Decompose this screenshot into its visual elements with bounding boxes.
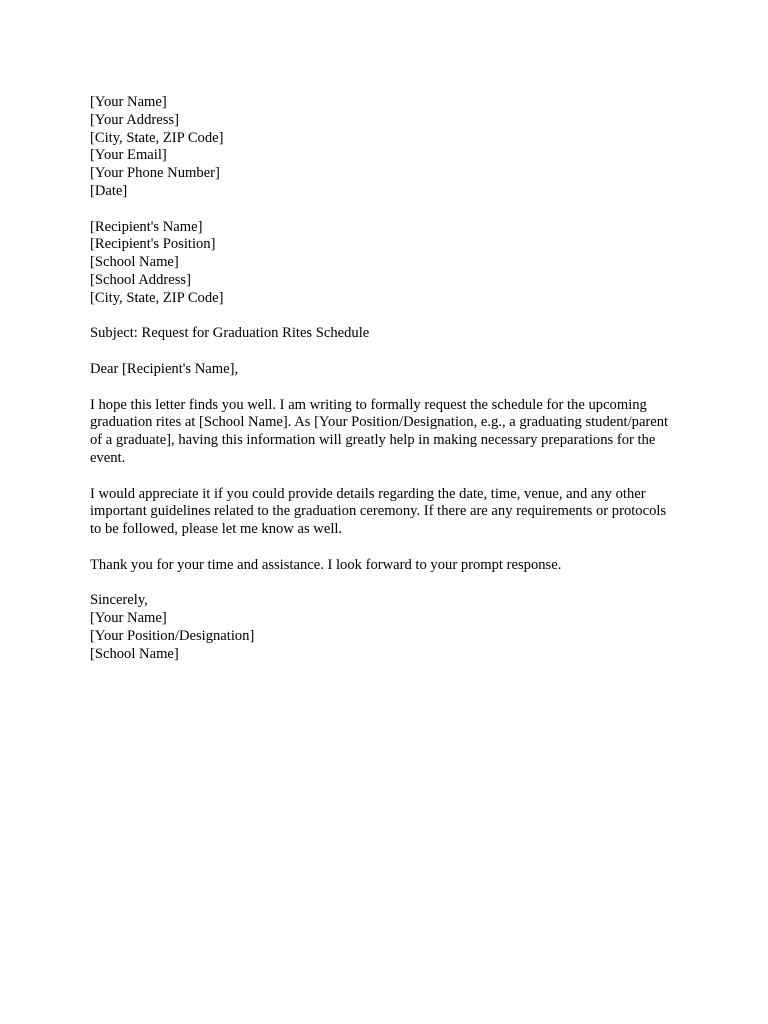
sender-email: [Your Email] [90, 147, 167, 164]
sign-off: Sincerely, [90, 592, 148, 609]
spacer [90, 379, 680, 397]
spacer [90, 308, 680, 326]
recipient-city-state-zip: [City, State, ZIP Code] [90, 289, 224, 306]
signature-position: [Your Position/Designation] [90, 627, 255, 644]
sender-phone: [Your Phone Number] [90, 165, 220, 182]
spacer [90, 575, 680, 593]
spacer [90, 201, 680, 219]
sender-city-state-zip: [City, State, ZIP Code] [90, 129, 224, 146]
spacer [90, 343, 680, 361]
body-paragraph-1: I hope this letter finds you well. I am writing to formally request the schedule for the upcoming graduation rites at [School Name]. As [Your Position/Designation, e.g., a graduating student/parent of a graduate], having this information will greatly help in making necessary preparations for the event. [90, 396, 669, 466]
recipient-school-address: [School Address] [90, 271, 191, 288]
recipient-position: [Recipient's Position] [90, 236, 216, 253]
sender-block [90, 94, 680, 201]
sender-name: [Your Name] [90, 94, 167, 110]
salutation: Dear [Recipient's Name], [90, 360, 239, 377]
signature-school-name: [School Name] [90, 645, 179, 662]
subject-line: Subject: Request for Graduation Rites Schedule [90, 325, 370, 342]
closing-block [90, 592, 680, 663]
recipient-school-name: [School Name] [90, 254, 179, 271]
letter-body [90, 94, 680, 664]
letter-date: [Date] [90, 182, 128, 199]
body-paragraph-3: Thank you for your time and assistance. I look forward to your prompt response. [90, 556, 562, 573]
spacer [90, 539, 680, 557]
spacer [90, 468, 680, 486]
signature-name: [Your Name] [90, 610, 167, 627]
sender-address: [Your Address] [90, 111, 179, 128]
recipient-name: [Recipient's Name] [90, 218, 203, 235]
body-paragraph-2: I would appreciate it if you could provide details regarding the date, time, venue, and any other important guidelines related to the graduation ceremony. If there are any requirements or protocols to be followed, please let me know as well. [90, 485, 667, 538]
recipient-block [90, 219, 680, 308]
